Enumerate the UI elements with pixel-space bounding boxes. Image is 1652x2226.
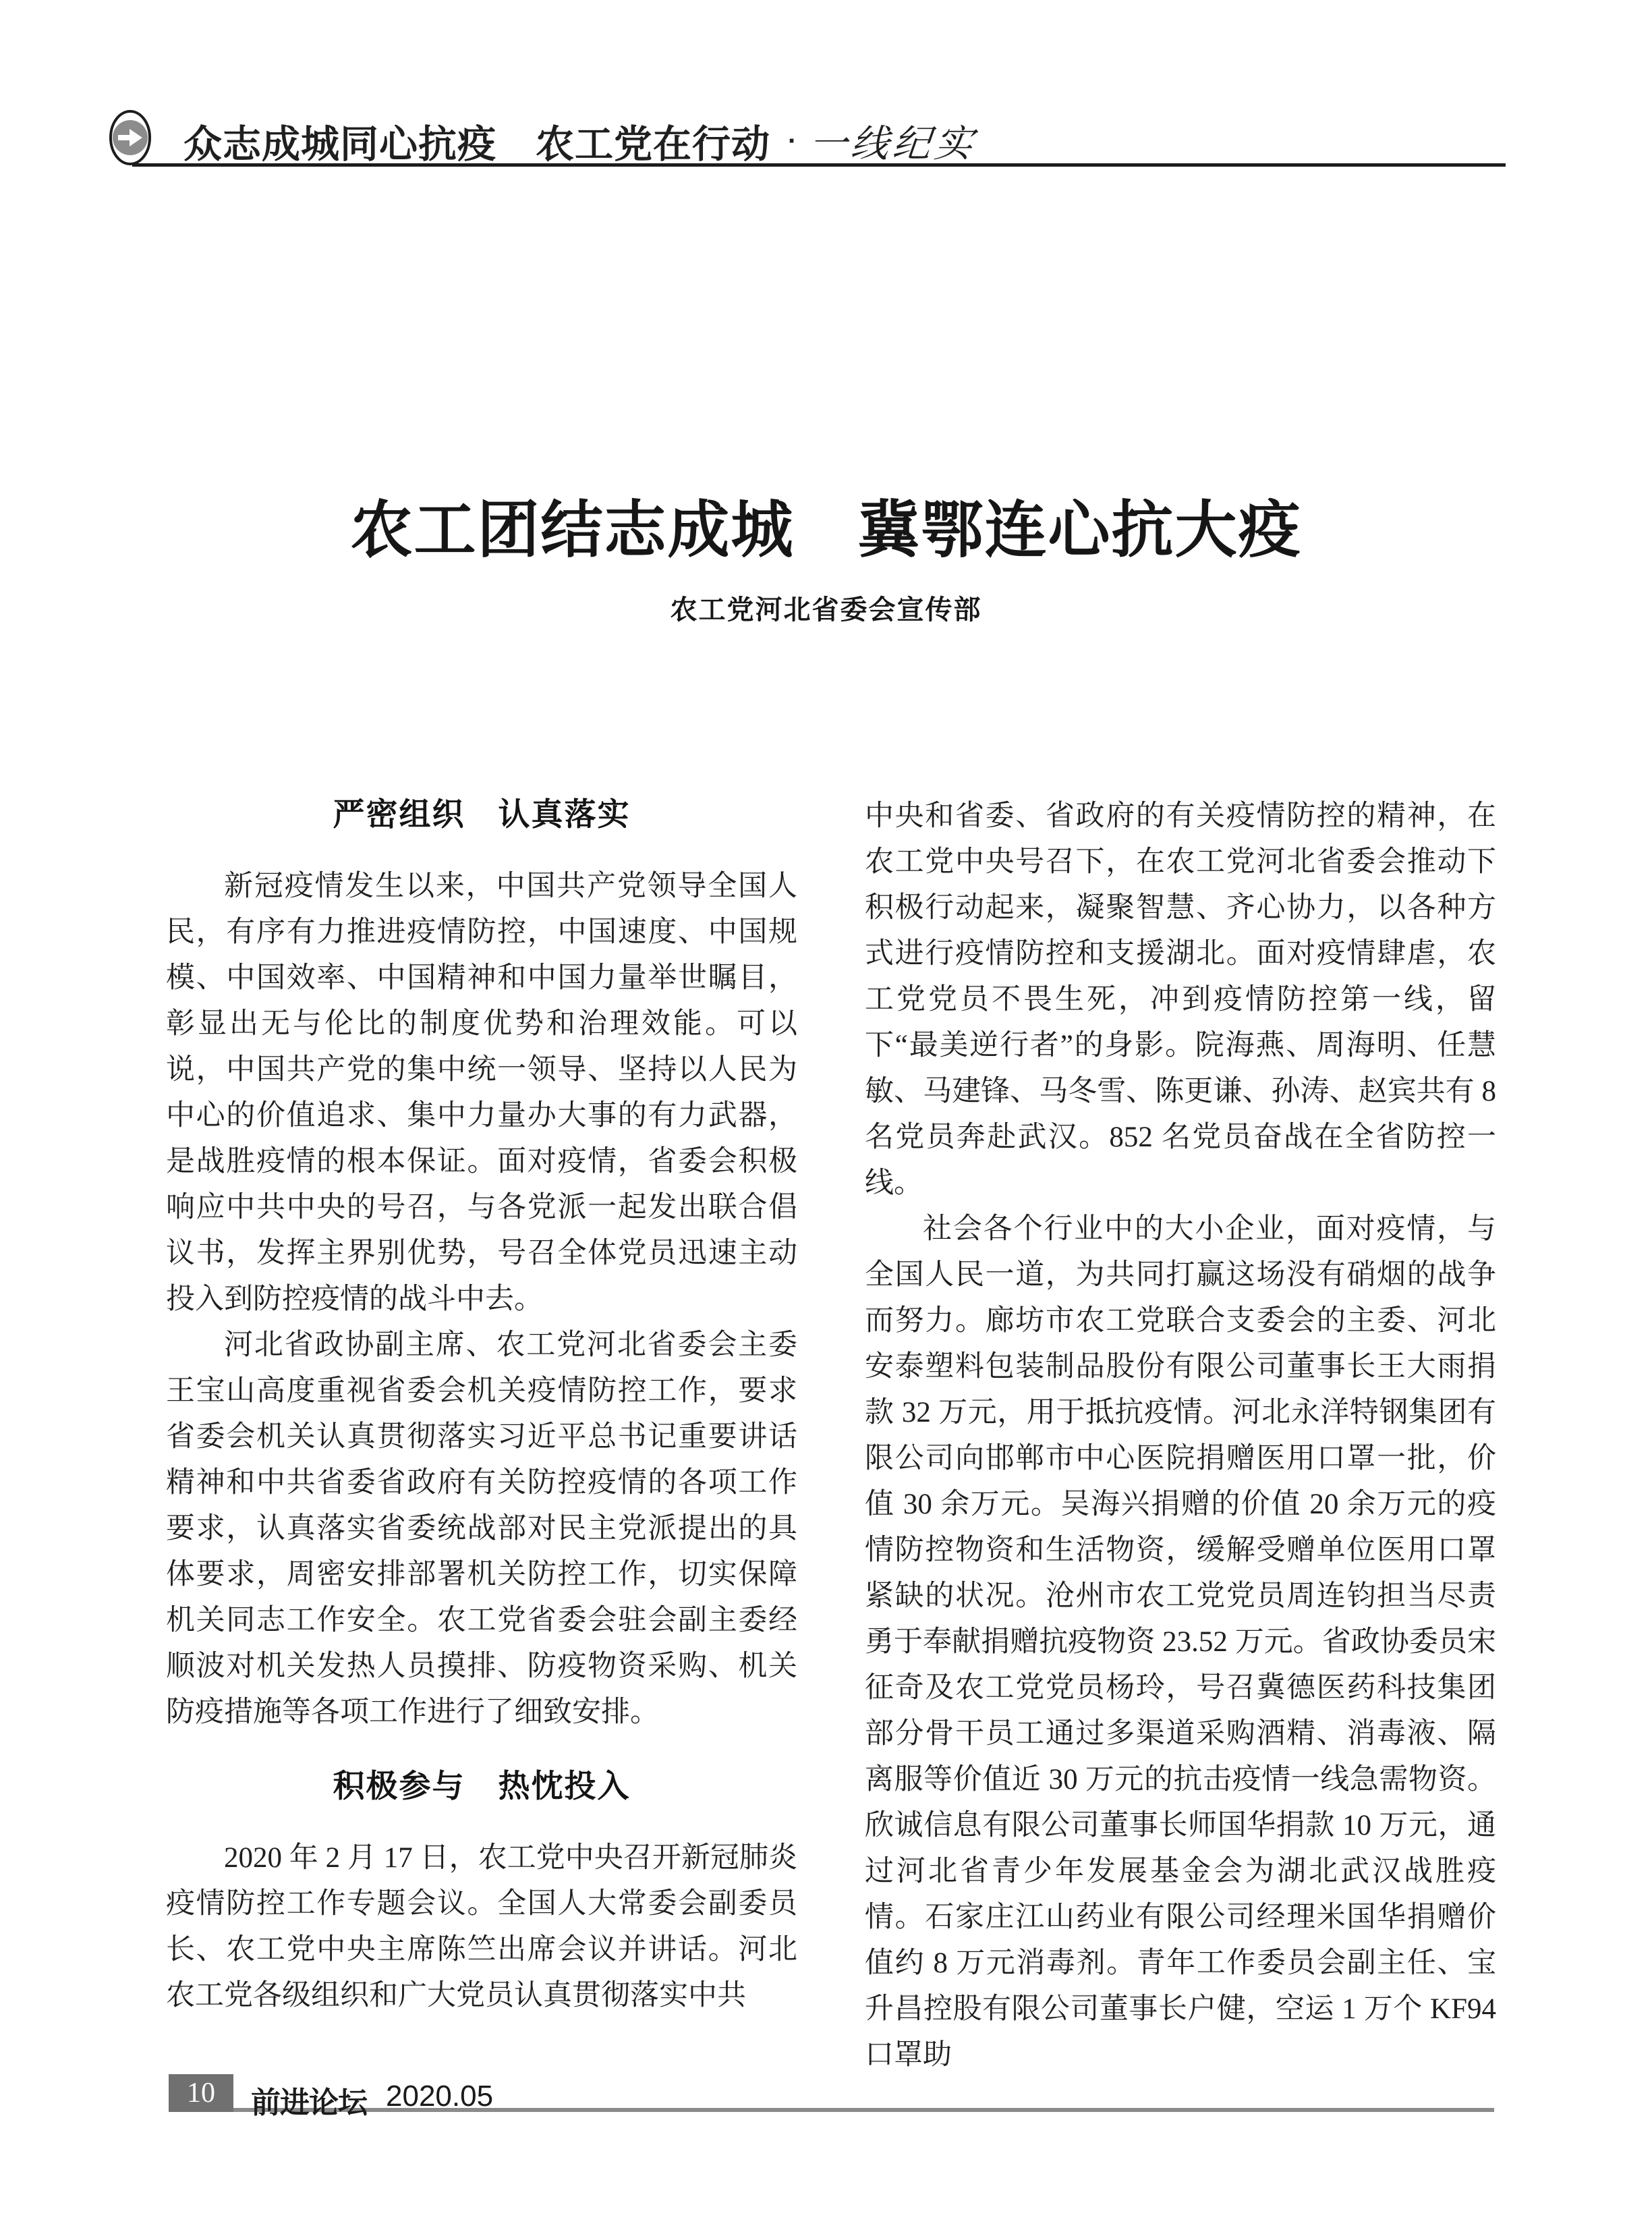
header-tagline-script: 一线纪实	[807, 123, 979, 165]
left-paragraph-2: 河北省政协副主席、农工党河北省委会主委王宝山高度重视省委会机关疫情防控工作，要求省委会机关认真贯彻落实习近平总书记重要讲话精神和中共省委省政府有关防控疫情的各项工作要求，认真落实省委统战部对民主党派提出的具体要求，周密安排部署机关防控工作，切实保障机关同志工作安全。农工党省委会驻会副主委经顺波对机关发热人员摸排、防疫物资采购、机关防疫措施等各项工作进行了细致安排。	[166, 1329, 797, 1728]
header-tagline	[183, 115, 977, 167]
journal-issue: 2020.05	[386, 2080, 494, 2113]
arrow-right-circle-icon	[108, 108, 152, 167]
left-paragraph-3: 2020 年 2 月 17 日，农工党中央召开新冠肺炎疫情防控工作专题会议。全国人大常委会副委员长、农工党中央主席陈竺出席会议并讲话。河北农工党各级组织和广大党员认真贯彻落实中共	[166, 1842, 797, 2011]
page-number: 10	[187, 2078, 215, 2109]
left-paragraph-1: 新冠疫情发生以来，中国共产党领导全国人民，有序有力推进疫情防控，中国速度、中国规模、中国效率、中国精神和中国力量举世瞩目，彰显出无与伦比的制度优势和治理效能。可以说，中国共产党的集中统一领导、坚持以人民为中心的价值追求、集中力量办大事的有力武器，是战胜疫情的根本保证。面对疫情，省委会积极响应中共中央的号召，与各党派一起发出联合倡议书，发挥主界别优势，号召全体党员迅速主动投入到防控疫情的战斗中去。	[166, 870, 797, 1315]
right-paragraph-1-continued: 中央和省委、省政府的有关疫情防控的精神，在农工党中央号召下，在农工党河北省委会推动下积极行动起来，凝聚智慧、齐心协力，以各种方式进行疫情防控和支援湖北。面对疫情肆虐，农工党党员不畏生死，冲到疫情防控第一线，留下“最美逆行者”的身影。院海燕、周海明、任慧敏、马建锋、马冬雪、陈更谦、孙涛、赵宾共有 8 名党员奔赴武汉。852 名党员奋战在全省防控一线。	[865, 800, 1496, 1199]
article-byline: 农工党河北省委会宣传部	[670, 595, 982, 625]
header-tagline-separator: ·	[788, 126, 798, 156]
page-number-badge	[169, 2074, 233, 2112]
section-heading-1: 严密组织 认真落实	[333, 798, 631, 833]
right-paragraph-2: 社会各个行业中的大小企业，面对疫情，与全国人民一道，为共同打赢这场没有硝烟的战争而努力。廊坊市农工党联合支委会的主委、河北安泰塑料包装制品股份有限公司董事长王大雨捐款 32 万元，用于抵抗疫情。河北永洋特钢集团有限公司向邯郸市中心医院捐赠医用口罩一批，价值 30 余万元。吴海兴捐赠的价值 20 余万元的疫情防控物资和生活物资，缓解受赠单位医用口罩紧缺的状况。沧州市农工党党员周连钧担当尽责勇于奉献捐赠抗疫物资 23.52 万元。省政协委员宋征奇及农工党党员杨玲，号召冀德医药科技集团部分骨干员工通过多渠道采购酒精、消毒液、隔离服等价值近 30 万元的抗击疫情一线急需物资。欣诚信息有限公司董事长师国华捐款 10 万元，通过河北省青少年发展基金会为湖北武汉战胜疫情。石家庄江山药业有限公司经理米国华捐赠价值约 8 万元消毒剂。青年工作委员会副主任、宝升昌控股有限公司董事长户健，空运 1 万个 KF94 口罩助	[865, 1213, 1496, 2071]
journal-name: 前进论坛	[251, 2086, 367, 2119]
left-column	[166, 794, 797, 2019]
right-column	[865, 794, 1496, 2078]
header-tagline-bold: 众志成城同心抗疫 农工党在行动	[183, 123, 770, 166]
article-title: 农工团结志成城 冀鄂连心抗大疫	[350, 496, 1302, 565]
section-heading-2: 积极参与 热忱投入	[333, 1769, 631, 1804]
